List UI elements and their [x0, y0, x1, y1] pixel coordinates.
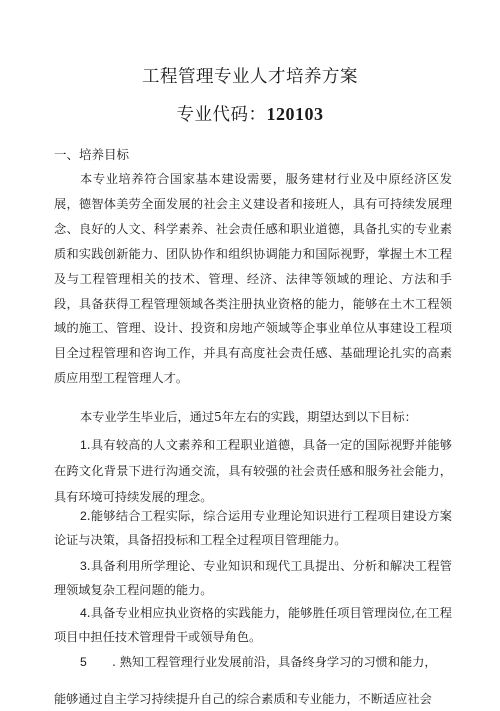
- goal-text: . 熟知工程管理行业发展前沿，具备终身学习的习惯和能力，: [112, 655, 437, 669]
- goal-number: 3: [80, 559, 87, 573]
- goal-number: 5: [80, 655, 87, 669]
- section-heading: 一、培养目标: [54, 147, 130, 162]
- goal-item-4: [54, 601, 452, 649]
- goal-text: .具有较高的人文素养和工程职业道德，具备一定的国际视野并能够在跨文化背景下进行沟通交流，具有较强的社会责任感和服务社会能力，具有环境可持续发展的理念。: [54, 438, 452, 504]
- goal-item-2: [54, 504, 452, 552]
- goal-text: .具备利用所学理论、专业知识和现代工具提出、分析和解决工程管理领域复杂工程问题的能力。: [54, 559, 452, 597]
- goal-text: .具备专业相应执业资格的实践能力，能够胜任项目管理岗位,在工程项目中担任技术管理骨干或领导角色。: [54, 606, 452, 644]
- paragraph-objective: 本专业培养符合国家基本建设需要，服务建材行业及中原经济区发展，德智体美劳全面发展的社会主义建设者和接班人，具有可持续发展理念、良好的人文、科学素养、社会责任感和职业道德，具备扎实的专业素质和实践创新能力、团队协作和组织协调能力和国际视野，掌握土木工程及与工程管理相关的技术、管理、经济、法律等领域的理论、方法和手段，具备获得工程管理领域各类注册执业资格的能力，能够在土木工程领域的施工、管理、设计、投资和房地产领域等企事业单位从事建设工程项目全过程管理和咨询工作，并具有高度社会责任感、基础理论扎实的高素质应用型工程管理人才。: [54, 172, 452, 386]
- goal-text: .能够结合工程实际，综合运用专业理论知识进行工程项目建设方案论证与决策，具备招投标和工程全过程项目管理能力。: [54, 509, 452, 547]
- goal-number: 2: [80, 509, 87, 523]
- major-code-label: 专业代码：: [176, 105, 267, 125]
- document-title: 工程管理专业人才培养方案: [142, 67, 358, 87]
- paragraph-intro-goals: 本专业学生毕业后，通过5年左右的实践，期望达到以下目标：: [80, 410, 417, 424]
- goal-item-1: [54, 432, 452, 510]
- goal-number: 4: [80, 606, 87, 620]
- goal-number: 1: [80, 438, 87, 452]
- continuation-line: 能够通过自主学习持续提升自己的综合素质和专业能力，不断适应社会: [54, 692, 432, 706]
- goal-item-3: [54, 554, 452, 602]
- major-code-line: [0, 101, 500, 126]
- major-code-value: 120103: [266, 104, 324, 124]
